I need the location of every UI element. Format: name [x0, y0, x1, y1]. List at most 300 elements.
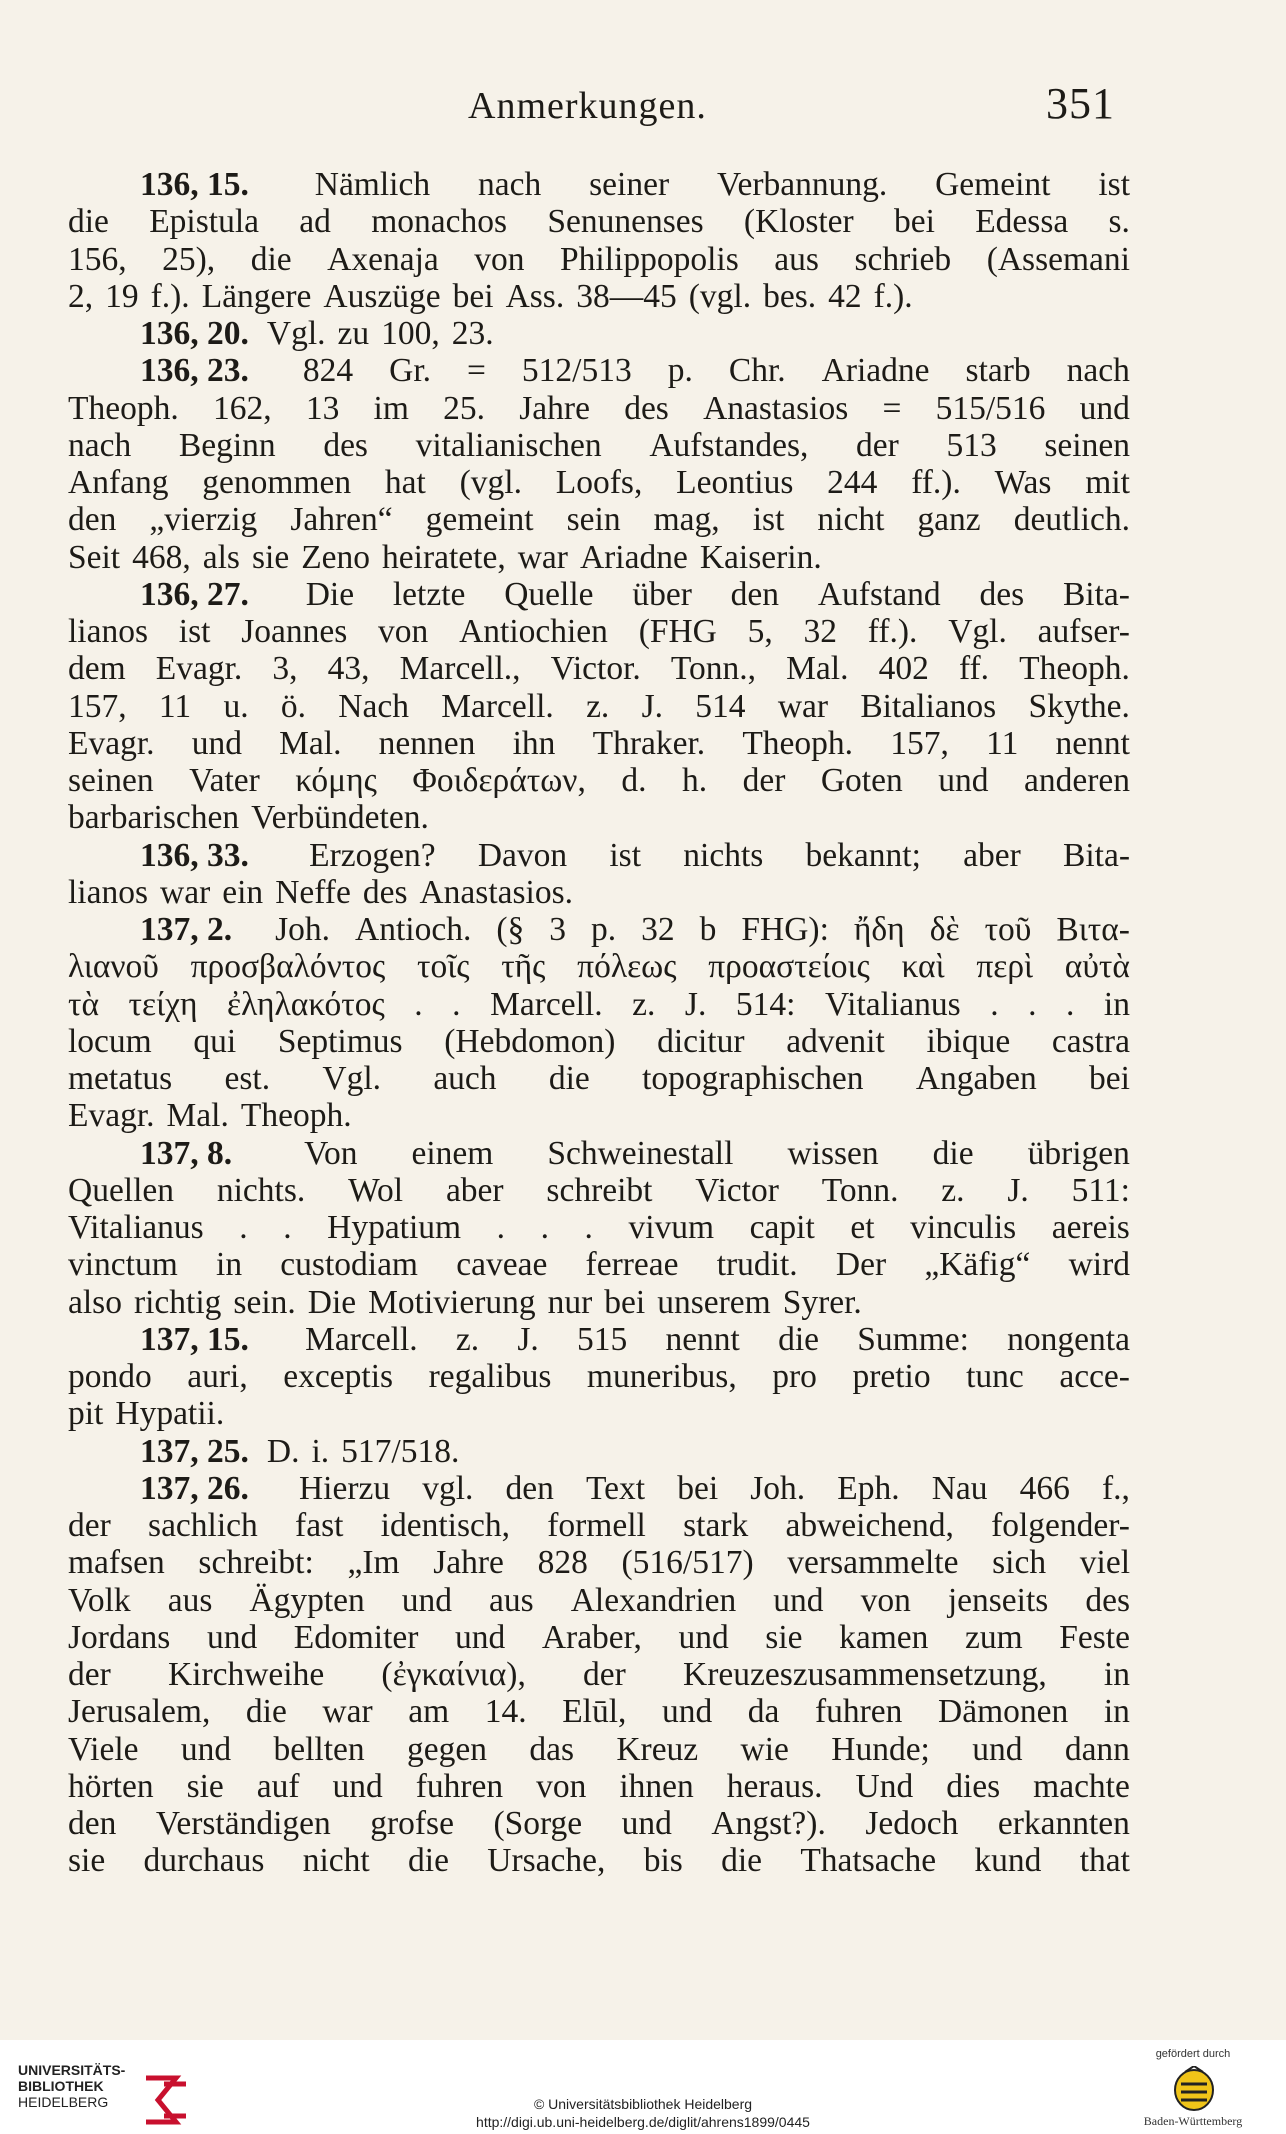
word: 517/518.: [341, 1432, 460, 1470]
word: bellten: [273, 1730, 365, 1768]
text-line: [68, 390, 1130, 427]
word: .: [496, 1209, 506, 1246]
word: Elūl,: [562, 1693, 627, 1731]
text-line: [68, 576, 1130, 613]
word: z.: [632, 985, 656, 1023]
word: vitalianischen: [415, 426, 602, 464]
word: 3,: [272, 650, 298, 688]
word: war: [160, 873, 211, 911]
word: Victor.: [550, 650, 641, 688]
library-name-line1: UNIVERSITÄTS-: [18, 2062, 126, 2078]
word: 14.: [484, 1693, 527, 1731]
word: advenit: [786, 1022, 885, 1060]
word: fast: [295, 1507, 344, 1544]
word: sie: [68, 1842, 106, 1880]
word: Φοιδεράτων,: [412, 762, 586, 799]
word: Evagr.: [68, 724, 155, 762]
note-reference: 137, 2.: [140, 911, 233, 948]
word: Von: [304, 1134, 358, 1172]
word: dies: [946, 1767, 1001, 1805]
word: und: [678, 1618, 729, 1656]
word: h.: [681, 762, 708, 799]
word: ein: [222, 873, 264, 911]
word: Längere: [201, 277, 312, 315]
word: war: [517, 538, 568, 576]
note-reference: 137, 26.: [140, 1469, 249, 1507]
word: =: [467, 352, 486, 390]
word: hat: [384, 464, 426, 501]
word: .: [283, 1209, 292, 1246]
running-title: Anmerkungen.: [468, 85, 707, 127]
word: den: [730, 575, 780, 613]
word: .: [1028, 985, 1037, 1023]
word: Erzogen?: [309, 836, 436, 874]
word: Feste: [1059, 1618, 1130, 1656]
word: Zeno: [301, 538, 371, 576]
word: folgender-: [991, 1507, 1130, 1544]
word: richtig: [133, 1283, 222, 1321]
word: Davon: [477, 836, 568, 874]
word: λιανοῦ: [68, 948, 159, 986]
word: und: [191, 724, 242, 762]
word: J.: [517, 1320, 539, 1358]
word: ff.).: [867, 613, 918, 650]
word: metatus: [68, 1060, 173, 1097]
word: Victor: [695, 1171, 779, 1209]
word: Joh.: [750, 1469, 806, 1507]
word: (§: [496, 911, 525, 948]
text-line: [68, 1321, 1130, 1358]
word: custodiam: [280, 1246, 418, 1284]
word: Vitalianus: [68, 1209, 204, 1246]
word: aber: [963, 836, 1021, 874]
word: Bita-: [1063, 836, 1130, 874]
word: durchaus: [143, 1842, 265, 1880]
word: z.: [586, 687, 610, 725]
word: aufser-: [1037, 613, 1130, 650]
word: Edessa: [975, 203, 1069, 241]
word: gemeint: [425, 501, 534, 539]
word: identisch,: [380, 1507, 510, 1544]
word: ist: [1098, 166, 1130, 203]
word: Ariadne: [821, 352, 930, 390]
word: 23.: [451, 315, 494, 352]
word: ist: [178, 613, 211, 650]
word: vinctum: [68, 1246, 178, 1284]
note-reference: 136, 33.: [140, 836, 249, 874]
text-line: [68, 1060, 1130, 1097]
word: Septimus: [277, 1022, 403, 1060]
word: von: [378, 613, 429, 650]
word: von: [536, 1767, 587, 1805]
word: .: [540, 1209, 549, 1246]
word: pretio: [852, 1358, 931, 1395]
funder-name: Baden-Württemberg: [1143, 2114, 1243, 2128]
word: .: [1066, 985, 1075, 1023]
word: barbarischen: [68, 799, 240, 837]
word: (vgl.: [688, 277, 752, 315]
word: und: [938, 762, 989, 799]
word: tunc: [966, 1358, 1024, 1395]
word: J.: [641, 687, 664, 725]
word: monachos: [371, 203, 508, 241]
word: bei: [452, 277, 494, 315]
word: ff.: [958, 650, 990, 688]
word: die: [548, 1060, 590, 1097]
word: ibique: [926, 1022, 1011, 1060]
word: genommen: [202, 464, 352, 501]
word: bei: [604, 1283, 646, 1321]
word: Hunde;: [831, 1730, 930, 1768]
word: auf: [256, 1767, 300, 1805]
word: b: [699, 911, 717, 948]
coat-of-arms-icon: [1171, 2066, 1217, 2112]
word: p.: [591, 911, 617, 948]
word: unserem: [657, 1283, 771, 1321]
word: stark: [683, 1507, 749, 1544]
word: 828: [537, 1544, 588, 1582]
word: bei: [677, 1469, 719, 1507]
word: war: [322, 1693, 373, 1731]
word: im: [373, 389, 409, 427]
word: sein.: [233, 1283, 296, 1321]
word: dicitur: [657, 1022, 745, 1060]
word: Auszüge: [323, 277, 441, 315]
word: den: [68, 501, 117, 539]
word: castra: [1051, 1022, 1130, 1060]
word: Goten: [820, 762, 903, 799]
word: Anfang: [68, 464, 169, 501]
word: und: [621, 1805, 672, 1842]
word: über: [632, 575, 692, 613]
word: aus: [774, 240, 819, 278]
word: den: [505, 1469, 554, 1507]
word: übrigen: [1027, 1134, 1130, 1172]
word: Was: [994, 464, 1052, 501]
word: mit: [1085, 464, 1130, 501]
word: 466: [1019, 1469, 1070, 1507]
word: capit: [749, 1209, 815, 1246]
word: Angst?).: [711, 1805, 826, 1842]
word: exceptis: [283, 1358, 394, 1395]
word: und: [401, 1581, 453, 1619]
word: z.: [941, 1171, 965, 1209]
word: bis: [643, 1842, 683, 1880]
word: caveae: [456, 1246, 548, 1284]
word: Mal.: [279, 724, 342, 762]
word: die: [778, 1320, 820, 1358]
word: jenseits: [947, 1581, 1049, 1619]
word: dem: [68, 650, 126, 688]
word: Gr.: [389, 352, 431, 390]
word: Thraker.: [592, 724, 706, 762]
word: Dämonen: [938, 1693, 1069, 1731]
word: und: [1079, 389, 1130, 427]
word: (Hebdomon): [444, 1022, 616, 1060]
text-line: [68, 911, 1130, 948]
word: nicht: [817, 501, 885, 539]
word: τοῦ: [984, 911, 1032, 948]
word: von: [474, 240, 525, 278]
word: formell: [547, 1507, 646, 1544]
text-line: [68, 1433, 1130, 1470]
word: der: [742, 762, 786, 799]
word: aber: [445, 1171, 504, 1209]
word: τῆς: [501, 948, 546, 986]
text-line: [68, 1097, 1130, 1134]
word: pro: [772, 1358, 817, 1395]
word: Jedoch: [865, 1805, 959, 1842]
word: Nau: [931, 1469, 988, 1507]
word: „Käfig“: [924, 1246, 1031, 1284]
word: in: [1103, 1656, 1130, 1693]
word: Edomiter: [293, 1618, 419, 1656]
word: (Kloster: [743, 203, 854, 241]
running-head: [0, 78, 1286, 138]
body-text: [68, 166, 1130, 1880]
word: Aufstandes,: [649, 426, 809, 464]
word: 38—45: [576, 277, 677, 315]
word: acce-: [1059, 1358, 1130, 1395]
word: u.: [223, 687, 249, 725]
word: ganz: [917, 501, 981, 539]
page-number: 351: [1046, 79, 1115, 128]
word: προσβαλόντος: [190, 948, 386, 986]
word: war: [777, 687, 829, 725]
word: und: [773, 1581, 824, 1619]
word: das: [529, 1730, 574, 1768]
word: Jerusalem,: [68, 1693, 211, 1731]
funded-by-label: gefördert durch: [1155, 2048, 1231, 2060]
word: πόλεως: [577, 948, 677, 986]
word: kamen: [839, 1618, 929, 1656]
word: 514: [695, 687, 746, 725]
word: Ariadne: [579, 538, 688, 576]
word: αὐτὰ: [1064, 948, 1130, 986]
word: Jahren“: [290, 501, 393, 539]
word: Ass.: [505, 277, 565, 315]
word: Eph.: [837, 1469, 900, 1507]
word: ihn: [512, 724, 556, 762]
word: von: [860, 1581, 911, 1619]
text-line: [68, 1731, 1130, 1768]
word: Vater: [189, 762, 260, 799]
word: Epistula: [149, 203, 260, 241]
word: schrieb: [854, 240, 952, 278]
word: Vgl.: [266, 315, 326, 352]
word: 156,: [68, 240, 127, 278]
word: Mal.: [786, 650, 849, 688]
word: und: [455, 1618, 506, 1656]
word: nicht: [302, 1842, 370, 1880]
text-line: [68, 427, 1130, 464]
word: wird: [1068, 1246, 1130, 1284]
word: 5,: [747, 613, 773, 650]
word: et: [850, 1209, 875, 1246]
word: 468,: [132, 538, 191, 576]
word: D.: [266, 1432, 300, 1470]
word: Theoph.: [240, 1097, 352, 1135]
note-reference: 136, 27.: [140, 575, 249, 613]
word: Skythe.: [1028, 687, 1130, 725]
word: Nämlich: [314, 166, 431, 203]
word: Und: [855, 1767, 914, 1805]
word: Text: [586, 1469, 646, 1507]
word: (ἐγκαίνια),: [381, 1656, 526, 1693]
word: Araber,: [541, 1618, 642, 1656]
word: 157,: [890, 724, 949, 762]
word: seinen: [68, 762, 154, 799]
word: in: [216, 1246, 243, 1284]
word: Jahre: [433, 1544, 504, 1582]
word: καὶ: [901, 948, 945, 986]
word: Beginn: [178, 426, 276, 464]
word: Die: [307, 1283, 357, 1321]
word: schreibt:: [198, 1544, 314, 1582]
text-line: [68, 1172, 1130, 1209]
text-line: [68, 725, 1130, 762]
word: Quellen: [68, 1171, 175, 1209]
word: also: [68, 1283, 122, 1321]
word: Hierzu: [298, 1469, 391, 1507]
word: „Im: [347, 1544, 400, 1582]
word: .: [990, 985, 999, 1023]
word: gegen: [407, 1730, 487, 1768]
word: dann: [1064, 1730, 1130, 1768]
source-url[interactable]: http://digi.ub.uni-heidelberg.de/diglit/ahrens1899/0445: [476, 2114, 810, 2130]
text-line: [68, 1619, 1130, 1656]
word: (vgl.: [459, 464, 522, 501]
word: nennt: [665, 1320, 740, 1358]
note-reference: 136, 23.: [140, 352, 249, 390]
word: Verbannung.: [716, 166, 888, 203]
word: ist: [752, 501, 785, 539]
word: Kaiserin.: [699, 538, 822, 576]
word: Theoph.: [1019, 650, 1130, 688]
word: nach: [1066, 352, 1130, 390]
word: aus: [489, 1581, 534, 1619]
word: zu: [337, 315, 370, 352]
word: der: [583, 1656, 626, 1693]
word: Ursache,: [487, 1842, 606, 1880]
word: des: [979, 575, 1025, 613]
text-line: [68, 762, 1130, 799]
word: Marcell.: [441, 687, 554, 725]
word: die: [250, 240, 292, 278]
word: Viele: [68, 1730, 139, 1768]
word: Joannes: [241, 613, 348, 650]
word: Jahre: [519, 389, 590, 427]
word: .: [584, 1209, 593, 1246]
word: abweichend,: [785, 1507, 954, 1544]
word: (FHG: [638, 613, 717, 650]
word: fuhren: [415, 1767, 504, 1805]
word: ferreae: [585, 1246, 679, 1284]
word: 157,: [68, 687, 127, 725]
text-line: [68, 799, 1130, 836]
word: sachlich: [148, 1507, 258, 1544]
word: sie: [765, 1618, 803, 1656]
word: f.,: [1102, 1469, 1130, 1507]
word: Nach: [338, 687, 409, 725]
text-line: [68, 203, 1130, 240]
word: Antiochien: [459, 613, 608, 650]
word: und: [661, 1693, 713, 1731]
text-line: [68, 1135, 1130, 1172]
word: Evagr.: [68, 1097, 155, 1135]
text-line: [68, 241, 1130, 278]
word: Bita-: [1062, 575, 1130, 613]
word: zum: [964, 1618, 1023, 1656]
word: Marcell.: [490, 985, 603, 1023]
word: vgl.: [422, 1469, 474, 1507]
word: Theoph.: [68, 389, 179, 427]
word: 512/513: [521, 352, 632, 390]
word: nennt: [1055, 724, 1130, 762]
word: vivum: [628, 1209, 715, 1246]
text-line: [68, 1693, 1130, 1730]
word: Thatsache: [800, 1842, 937, 1880]
word: Mal.: [166, 1097, 229, 1135]
word: Axenaja: [327, 240, 439, 278]
word: 25),: [162, 240, 216, 278]
word: 32: [641, 911, 675, 948]
note-reference: 136, 15.: [140, 166, 249, 203]
word: f.).: [873, 277, 913, 315]
text-line: [68, 1768, 1130, 1805]
word: des: [323, 426, 368, 464]
text-line: [68, 1358, 1130, 1395]
word: FHG):: [741, 911, 829, 948]
word: ist: [609, 836, 642, 874]
word: Die: [305, 575, 355, 613]
word: (516/517): [621, 1544, 754, 1582]
word: Βιτα-: [1056, 911, 1130, 948]
word: regalibus: [428, 1358, 552, 1395]
word: 515/516: [935, 389, 1046, 427]
text-line: [68, 315, 1130, 352]
word: Syrer.: [782, 1283, 862, 1321]
word: Loofs,: [555, 464, 643, 501]
word: (Assemani: [986, 240, 1130, 278]
word: Aufstand: [817, 575, 941, 613]
word: ö.: [280, 687, 306, 725]
text-line: [68, 1246, 1130, 1283]
word: grofse: [370, 1805, 454, 1842]
word: des: [362, 873, 408, 911]
word: die: [932, 1134, 974, 1172]
word: und: [972, 1730, 1023, 1768]
word: topographischen: [642, 1060, 864, 1097]
word: 162,: [212, 389, 272, 427]
word: 25.: [443, 389, 486, 427]
word: s.: [1108, 203, 1130, 241]
word: einem: [411, 1134, 494, 1172]
word: Anastasios.: [419, 873, 574, 911]
word: Neffe: [275, 873, 351, 911]
word: τὰ: [68, 985, 100, 1023]
word: seiner: [589, 166, 670, 203]
word: Kreuz: [616, 1730, 699, 1768]
word: 100,: [381, 315, 440, 352]
word: ἐληλακότος: [227, 985, 385, 1023]
note-reference: 136, 20.: [140, 315, 249, 352]
word: J.: [1007, 1171, 1029, 1209]
word: hörten: [68, 1767, 154, 1805]
word: erkannten: [997, 1805, 1130, 1842]
text-line: [68, 650, 1130, 687]
word: seinen: [1044, 426, 1130, 464]
